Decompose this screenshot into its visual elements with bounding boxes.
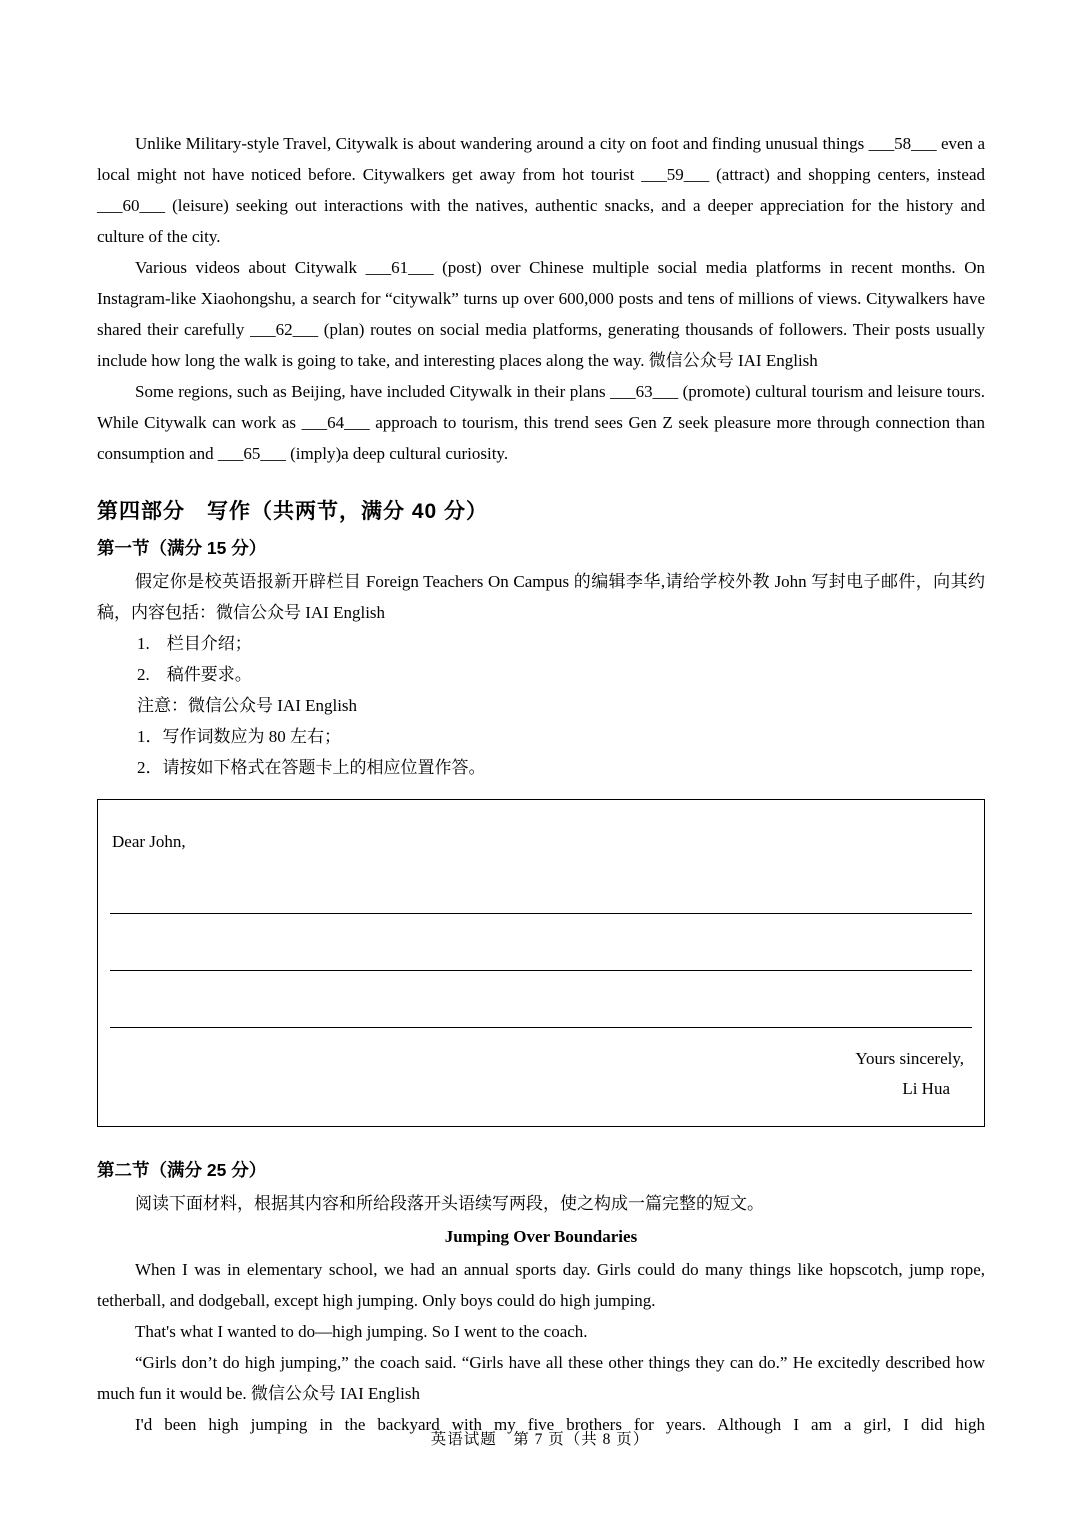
- cloze-passage: [97, 128, 985, 469]
- page-footer: 英语试题 第 7 页（共 8 页）: [430, 1431, 650, 1448]
- section1-header: 第一节（满分 15 分）: [97, 538, 267, 558]
- letter-signature: Li Hua: [902, 1079, 950, 1098]
- section1-note-label: 注意：微信公众号 IAI English: [137, 696, 358, 715]
- cloze-paragraph-2: Various videos about Citywalk ___61___ (post) over Chinese multiple social media platforms in recent months. On Instagram-like Xiaohongshu, a search for “citywalk” turns up over 600,000 posts and tens of millions of views. Citywalkers have shared their carefully ___62___ (plan) routes on social media platforms, generating thousands of followers. Their posts usually include how long the walk is going to take, and interesting places along the way. 微信公众号 IAI English: [97, 258, 985, 370]
- section2-instructions: 阅读下面材料，根据其内容和所给段落开头语续写两段，使之构成一篇完整的短文。: [135, 1194, 764, 1213]
- cloze-paragraph-3: Some regions, such as Beijing, have included Citywalk in their plans ___63___ (promote) cultural tourism and leisure tours. While Citywalk can work as ___64___ approach to tourism, this trend sees Gen Z seek pleasure more through connection than consumption and ___65___ (imply)a deep cultural curiosity.: [97, 382, 985, 463]
- section1-note-2: 2．请按如下格式在答题卡上的相应位置作答。: [137, 758, 486, 777]
- section1-note-1: 1．写作词数应为 80 左右；: [137, 727, 341, 746]
- story-paragraph-1: When I was in elementary school, we had an annual sports day. Girls could do many things like hopscotch, jump rope, tetherball, and dodgeball, except high jumping. Only boys could do high jumping.: [97, 1260, 985, 1310]
- letter-closing: Yours sincerely,: [855, 1049, 964, 1068]
- letter-salutation: Dear John,: [112, 832, 186, 851]
- story-paragraph-3: “Girls don’t do high jumping,” the coach said. “Girls have all these other things they can do.” He excitedly described how much fun it would be. 微信公众号 IAI English: [97, 1353, 985, 1403]
- answer-writing-line: [110, 857, 972, 914]
- part4-header: 第四部分 写作（共两节，满分 40 分）: [97, 500, 489, 523]
- answer-letter-box: [97, 799, 985, 1127]
- story-paragraph-2: That's what I wanted to do—high jumping. So I went to the coach.: [135, 1322, 588, 1341]
- section1-intro: 假定你是校英语报新开辟栏目 Foreign Teachers On Campus 的编辑李华,请给学校外教 John 写封电子邮件，向其约稿，内容包括：微信公众号 IAI English: [97, 572, 985, 622]
- story-paragraph-4: I'd been high jumping in the backyard with my five brothers for years. Although I am a girl, I did high: [135, 1415, 985, 1434]
- section1-item-2: 2. 稿件要求。: [137, 665, 252, 684]
- cloze-paragraph-1: Unlike Military-style Travel, Citywalk is about wandering around a city on foot and finding unusual things ___58___ even a local might not have noticed before. Citywalkers get away from hot tourist ___59___ (attract) and shopping centers, instead ___60___ (leisure) seeking out interactions with the natives, authentic snacks, and a deeper appreciation for the history and culture of the city.: [97, 134, 985, 246]
- answer-writing-line: [110, 971, 972, 1028]
- story-title: Jumping Over Boundaries: [444, 1227, 638, 1246]
- section2-header: 第二节（满分 25 分）: [97, 1160, 267, 1180]
- answer-writing-line: [110, 914, 972, 971]
- section1-item-1: 1. 栏目介绍；: [137, 634, 252, 653]
